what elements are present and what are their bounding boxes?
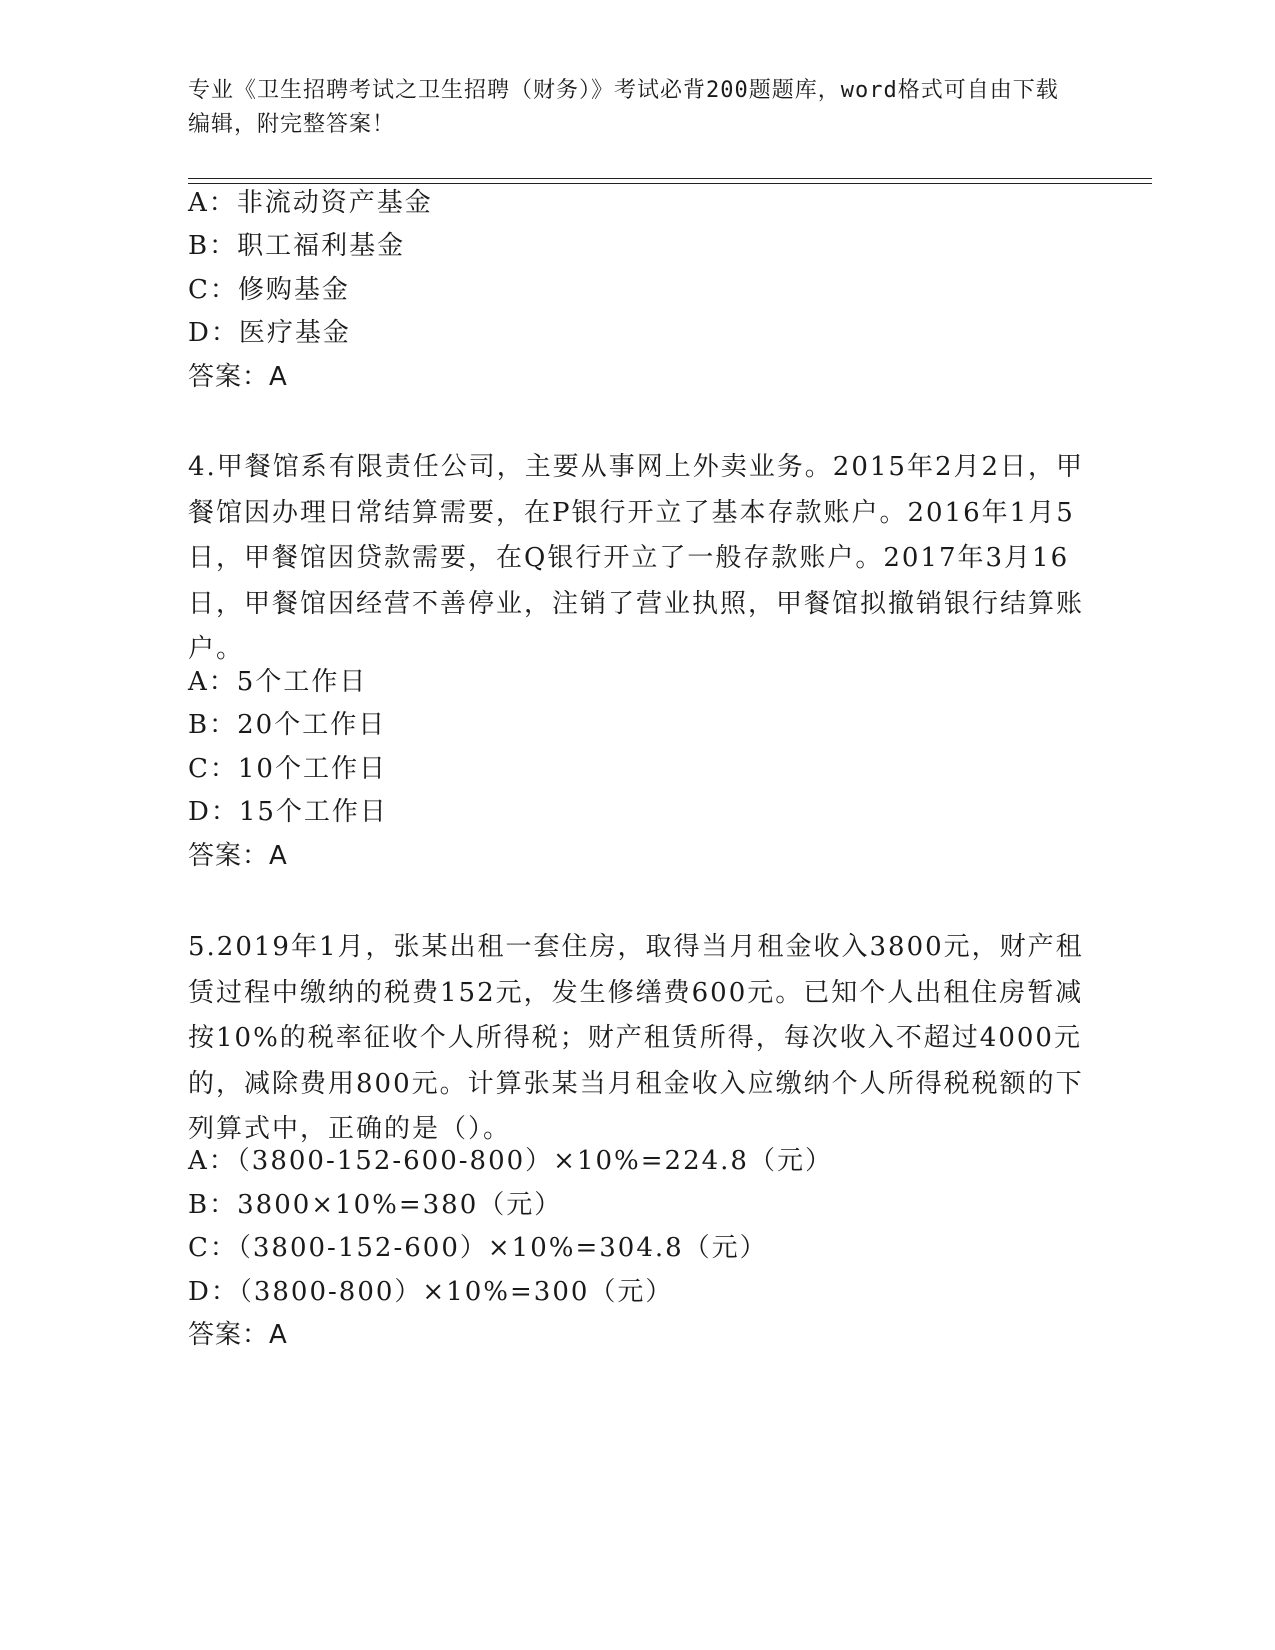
header-divider-second xyxy=(188,183,1152,184)
q5-option-a: A：（3800-152-600-800）×10%=224.8（元） xyxy=(188,1146,833,1176)
q4-option-c: C：10个工作日 xyxy=(188,754,387,784)
q3-answer: 答案：A xyxy=(188,362,288,392)
header-divider xyxy=(188,178,1152,179)
q5-option-d: D：（3800-800）×10%=300（元） xyxy=(188,1277,674,1307)
q4-answer: 答案：A xyxy=(188,841,288,871)
q3-option-b: B：职工福利基金 xyxy=(188,231,406,261)
q3-option-d: D：医疗基金 xyxy=(188,318,351,348)
q5-stem: 5.2019年1月，张某出租一套住房，取得当月租金收入3800元，财产租赁过程中缴纳的税费152元，发生修缮费600元。已知个人出租住房暂减按10%的税率征收个人所得税；财产租赁所得，每次收入不超过4000元的，减除费用800元。计算张某当月租金收入应缴纳个人所得税税额的下列算式中，正确的是（）。 xyxy=(188,932,1084,1144)
q4-option-b: B：20个工作日 xyxy=(188,710,387,740)
q3-option-c: C：修购基金 xyxy=(188,275,350,305)
q5-option-c: C：（3800-152-600）×10%=304.8（元） xyxy=(188,1233,768,1263)
q4-stem: 4.甲餐馆系有限责任公司，主要从事网上外卖业务。2015年2月2日，甲餐馆因办理日常结算需要，在P银行开立了基本存款账户。2016年1月5日，甲餐馆因贷款需要，在Q银行开立了一般存款账户。2017年3月16日，甲餐馆因经营不善停业，注销了营业执照，甲餐馆拟撤销银行结算账户。 xyxy=(188,452,1085,664)
q5-answer: 答案：A xyxy=(188,1320,288,1350)
q4-option-a: A：5个工作日 xyxy=(188,667,368,697)
document-header: 专业《卫生招聘考试之卫生招聘（财务）》考试必背200题题库，word格式可自由下载编辑，附完整答案！ xyxy=(188,78,1059,137)
q5-option-b: B：3800×10%=380（元） xyxy=(188,1190,563,1220)
q4-option-d: D：15个工作日 xyxy=(188,797,388,827)
q3-option-a: A：非流动资产基金 xyxy=(188,188,433,218)
